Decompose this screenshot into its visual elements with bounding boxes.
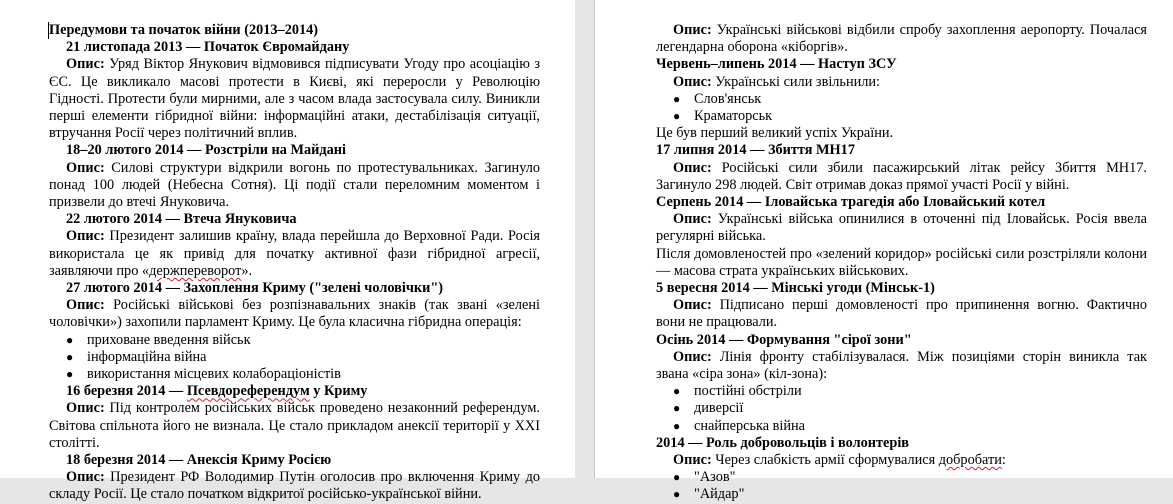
paragraph-euromaidan: Опис: Уряд Віктор Янукович відмовився підписувати Угоду про асоціацію з ЄС. Це викликало масові протести в Києві, які переросли у Революцію Гідності. Протести були мирними, але з часом влада застосувала силу. Виникли перші елементи гібридної війни: інформаційні атаки, дестабілізація ситуації, втручання Росії через політичний вплив. bbox=[49, 56, 540, 142]
paragraph-first-success: Це був перший великий успіх України. bbox=[656, 125, 894, 142]
heading-mh17: 17 липня 2014 — Збиття MH17 bbox=[656, 142, 855, 159]
list-item: ● снайперська війна bbox=[673, 417, 806, 434]
list-item: ● "Айдар" bbox=[673, 486, 745, 503]
description-label: Опис: bbox=[673, 297, 712, 314]
paragraph-zsu-offensive: Опис: Українські сили звільнили: bbox=[656, 74, 1147, 91]
list-hybrid-operation bbox=[49, 332, 540, 384]
heading-euromaidan: 21 листопада 2013 — Початок Євромайдану bbox=[66, 39, 350, 56]
paragraph-ilovaisk-corridor: Після домовленостей про «зелений коридор» російські сили розстріляли колони — масова страта українських військових. bbox=[656, 245, 1147, 279]
paragraph-crimea-seizure: Опис: Російські військові без розпізнавальних знаків (так звані «зелені чоловічки») захопили парламент Криму. Це була класична гібридна операція: bbox=[49, 297, 540, 331]
paragraph-minsk-agreements: Опис: Підписано перші домовленості про припинення вогню. Фактично вони не працювали. bbox=[656, 297, 1147, 331]
page-gutter bbox=[575, 0, 594, 478]
heading-ilovaisk: Серпень 2014 — Іловайська трагедія або Іловайський котел bbox=[656, 194, 1046, 211]
paragraph-mh17: Опис: Російські сили збили пасажирський літак рейсу Збиття MH17. Загинуло 298 людей. Світ отримав доказ прямої участі Росії у війні. bbox=[656, 159, 1147, 193]
bullet-icon: ● bbox=[673, 401, 681, 416]
list-item: ● Слов'янськ bbox=[673, 90, 762, 107]
heading-zsu-offensive: Червень–липень 2014 — Наступ ЗСУ bbox=[656, 56, 897, 73]
heading-crimea-annexation: 18 березня 2014 — Анексія Криму Росією bbox=[66, 452, 332, 469]
bullet-icon: ● bbox=[673, 470, 681, 485]
heading-volunteers: 2014 — Роль добровольців і волонтерів bbox=[656, 434, 910, 451]
description-label: Опис: bbox=[673, 211, 712, 228]
list-item: ● Краматорськ bbox=[673, 108, 773, 125]
bullet-icon: ● bbox=[673, 384, 681, 399]
description-label: Опис: bbox=[673, 159, 712, 176]
document-title: Передумови та початок війни (2013–2014) bbox=[49, 22, 319, 38]
paragraph-crimea-annexation: Опис: Президент РФ Володимир Путін оголосив про включення Криму до складу Росії. Це стало початком відкритої російсько-української війни. bbox=[49, 469, 540, 503]
bullet-icon: ● bbox=[673, 109, 681, 124]
spellcheck-word[interactable]: добробати bbox=[938, 452, 1002, 469]
page-left-content bbox=[49, 22, 540, 504]
list-item: ● використання місцевих колабораціоністів bbox=[66, 366, 341, 383]
heading-pseudo-referendum: 16 березня 2014 — Псевдореферендум у Криму bbox=[66, 383, 368, 400]
bullet-icon: ● bbox=[673, 418, 681, 433]
description-label: Опис: bbox=[673, 348, 712, 365]
list-item: ● приховане введення військ bbox=[66, 331, 251, 348]
description-label: Опис: bbox=[66, 228, 105, 245]
description-label: Опис: bbox=[673, 452, 712, 469]
heading-crimea-seizure: 27 лютого 2014 — Захоплення Криму ("зелені чоловічки") bbox=[66, 280, 444, 297]
list-liberated-cities bbox=[656, 91, 1147, 125]
bullet-icon: ● bbox=[66, 332, 74, 347]
description-label: Опис: bbox=[673, 22, 712, 38]
heading-maidan-shootings: 18–20 лютого 2014 — Розстріли на Майдані bbox=[66, 142, 346, 159]
bullet-icon: ● bbox=[673, 91, 681, 106]
list-item: ● диверсії bbox=[673, 400, 744, 417]
paragraph-grey-zone: Опис: Лінія фронту стабілізувалася. Між позиціями сторін виникла так звана «сіра зона» (кіл-зона): bbox=[656, 348, 1147, 383]
spellcheck-word[interactable]: Псевдореферендум bbox=[186, 383, 310, 400]
bullet-icon: ● bbox=[673, 487, 681, 502]
description-label: Опис: bbox=[673, 73, 712, 90]
paragraph-airport-defense: Опис: Українські військові відбили спробу захоплення аеропорту. Почалася легендарна оборона «кіборгів». bbox=[656, 22, 1147, 56]
description-label: Опис: bbox=[66, 159, 105, 176]
list-item: ● постійні обстріли bbox=[673, 383, 802, 400]
list-grey-zone bbox=[656, 383, 1147, 435]
paragraph-maidan-shootings: Опис: Силові структури відкрили вогонь по протестувальниках. Загинуло понад 100 людей (Небесна Сотня). Ці події стали переломним моментом і призвели до втечі Януковича. bbox=[49, 159, 540, 211]
list-item: ● інформаційна війна bbox=[66, 348, 207, 365]
spellcheck-word[interactable]: держпереворот bbox=[149, 262, 242, 279]
paragraph-yanukovych-escape: Опис: Президент залишив країну, влада перейшла до Верховної Ради. Росія використала це як привід для початку активної фази гібридної агресії, заявляючи про «держпереворот». bbox=[49, 228, 540, 279]
document-page-left[interactable] bbox=[0, 0, 575, 503]
description-label: Опис: bbox=[66, 56, 105, 73]
bullet-icon: ● bbox=[66, 367, 74, 382]
description-label: Опис: bbox=[66, 297, 105, 314]
heading-grey-zone: Осінь 2014 — Формування "сірої зони" bbox=[656, 331, 912, 348]
page-right-content bbox=[656, 22, 1147, 504]
list-item: ● "Азов" bbox=[673, 469, 736, 486]
description-label: Опис: bbox=[66, 400, 105, 417]
list-volunteer-battalions bbox=[656, 469, 1147, 503]
heading-minsk-agreements: 5 вересня 2014 — Мінські угоди (Мінськ-1) bbox=[656, 280, 935, 297]
description-label: Опис: bbox=[66, 469, 105, 486]
paragraph-volunteers: Опис: Через слабкість армії сформувалися добробати: bbox=[656, 452, 1147, 469]
heading-yanukovych-escape: 22 лютого 2014 — Втеча Януковича bbox=[66, 211, 297, 228]
document-page-right[interactable] bbox=[594, 0, 1173, 503]
bullet-icon: ● bbox=[66, 349, 74, 364]
paragraph-pseudo-referendum: Опис: Під контролем російських військ проведено незаконний референдум. Світова спільнота його не визнала. Це стало прикладом анексії території у XXI столітті. bbox=[49, 400, 540, 451]
paragraph-ilovaisk: Опис: Українські війська опинилися в оточенні під Іловайськ. Росія ввела регулярні війська. bbox=[656, 211, 1147, 245]
